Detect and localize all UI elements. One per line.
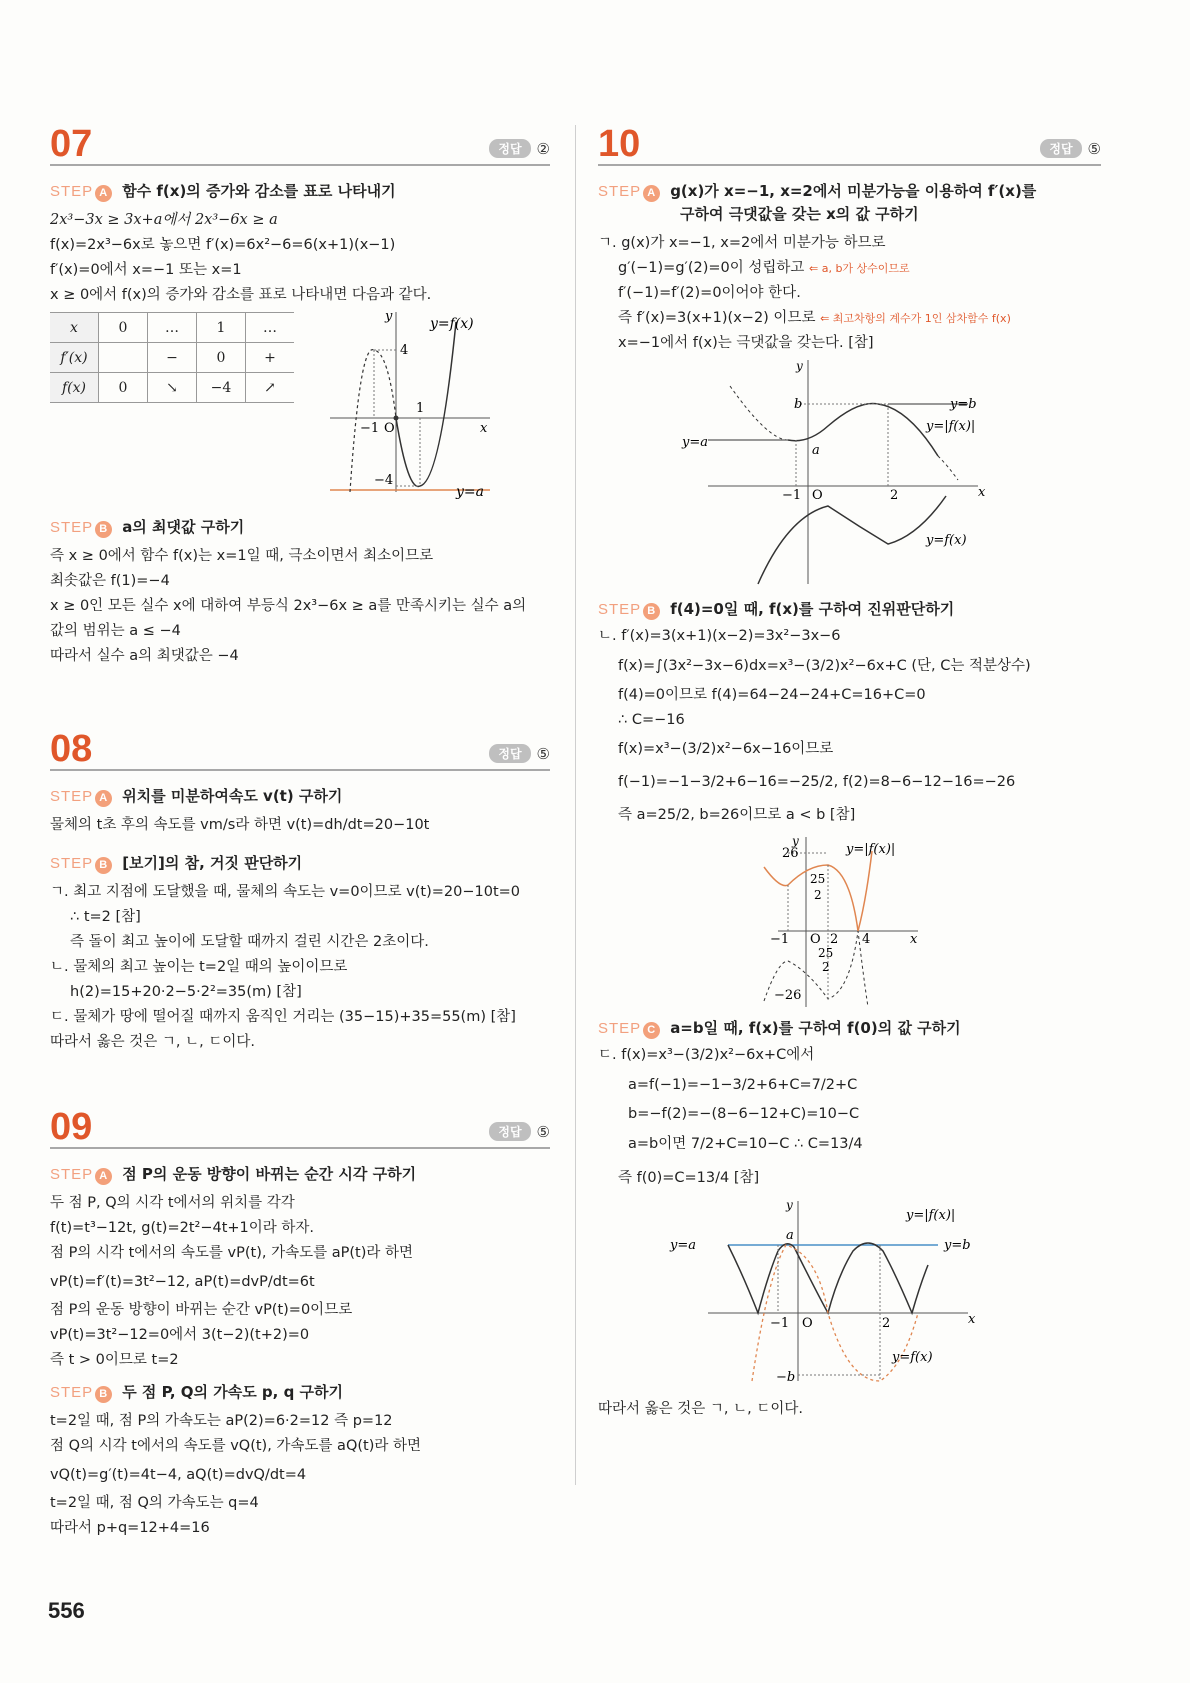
curve-label: y=f(x) [430,316,474,332]
step-label: STEP C [598,1020,660,1039]
tick-label: 4 [400,343,409,358]
step-title: 위치를 미분하여속도 v(t) 구하기 [122,787,343,805]
solution-line: 따라서 실수 a의 최댓값은 −4 [50,648,239,664]
tick-label: b [794,397,803,412]
origin-label: O [802,1316,813,1331]
step-title: f(4)=0일 때, f(x)를 구하여 진위판단하기 [670,600,955,618]
step-title: 점 P의 운동 방향이 바뀌는 순간 시각 구하기 [122,1165,417,1183]
answer-value: ⑤ [536,744,550,763]
problem-08-header [50,723,550,771]
table-cell: … [148,313,197,343]
solution-line: vP(t)=f′(t)=3t²−12, aP(t)=dvP/dt=6t [50,1274,315,1290]
tick-label: −1 [770,932,790,947]
axis-y-label: y [796,359,803,373]
solution-line: 즉 f(0)=C=13/4 [참] [618,1170,760,1186]
tick-label: −1 [770,1316,790,1331]
solution-line: ㄴ. 물체의 최고 높이는 t=2일 때의 높이이므로 [50,959,348,975]
tick-label: −1 [782,488,802,503]
line-label: y=a [670,1238,696,1253]
problem-10 [598,118,1101,1422]
step-b-heading [50,1381,550,1403]
solution-line: t=2일 때, 점 P의 가속도는 aP(2)=6·2=12 즉 p=12 [50,1413,393,1429]
step-title-cont: 구하여 극댓값을 갖는 x의 값 구하기 [680,205,919,223]
axis-x-label: x [480,421,488,436]
solution-line: 2x³−3x ≥ 3x+a에서 2x³−6x ≥ a [50,212,278,228]
solution-line: 점 P의 시각 t에서의 속도를 vP(t), 가속도를 aP(t)라 하면 [50,1245,413,1261]
axis-x-label: x [910,932,918,947]
solution-line: a=b이면 7/2+C=10−C ∴ C=13/4 [628,1136,863,1152]
curve-label: y=|f(x)| [906,1208,956,1223]
step-label: STEP A [50,788,112,807]
step-title: a의 최댓값 구하기 [122,518,245,536]
line-label: y=b [950,397,977,412]
table-cell: ↘ [148,373,197,403]
problem-07 [50,118,550,669]
solution-line: g′(−1)=g′(2)=0이 성립하고 ⇐ a, b가 상수이므로 [618,260,910,276]
axis-y-label: y [385,309,393,324]
line-label: y=a [456,484,484,500]
step-a-heading [598,180,1101,202]
solution-line: f(x)=x³−(3/2)x²−6x−16이므로 [618,741,834,757]
tick-label: 2 [814,888,822,902]
problem-09 [50,1101,550,1541]
graph-07 [330,302,550,502]
tick-label: −1 [360,421,380,436]
graph-10-c [668,1195,998,1385]
answer-tag: 정답 [489,744,530,763]
column-divider [575,125,576,1485]
step-title: a=b일 때, f(x)를 구하여 f(0)의 값 구하기 [670,1019,961,1037]
table-cell: − [148,343,197,373]
curve-label: y=|f(x)| [846,842,896,857]
tick-label: 2 [822,960,830,974]
final-answer-line: 따라서 옳은 것은 ㄱ, ㄴ, ㄷ이다. [598,1401,803,1417]
table-cell: + [246,343,295,373]
line-label: y=a [682,435,708,450]
solution-line: 즉 돌이 최고 높이에 도달할 때까지 걸린 시간은 2초이다. [70,934,429,950]
step-c-heading [598,1017,1101,1039]
tick-label: a [786,1228,794,1243]
step-title: g(x)가 x=−1, x=2에서 미분가능을 이용하여 f′(x)를 [670,182,1037,200]
solution-line: ㄱ. g(x)가 x=−1, x=2에서 미분가능 하므로 [598,235,886,251]
axis-y-label: y [786,1198,793,1212]
solution-line: ∴ C=−16 [618,712,685,728]
step-label: STEP B [598,601,660,620]
step-b-heading [50,852,550,874]
solution-line: ㄱ. 최고 지점에 도달했을 때, 물체의 속도는 v=0이므로 v(t)=20−10t=0 [50,884,521,900]
solution-line: ∴ t=2 [참] [70,909,141,925]
axis-y-label: y [792,834,799,848]
side-note: ⇐ a, b가 상수이므로 [809,262,910,275]
solution-line: 따라서 옳은 것은 ㄱ, ㄴ, ㄷ이다. [50,1034,255,1050]
step-a-heading [50,1163,550,1185]
answer-badge [489,744,550,763]
table-cell: … [246,313,295,343]
step-a-heading [50,180,550,202]
solution-line: f(t)=t³−12t, g(t)=2t²−4t+1이라 하자. [50,1220,315,1236]
solution-line: f′(x)=0에서 x=−1 또는 x=1 [50,262,242,278]
solution-line: 물체의 t초 후의 속도를 vm/s라 하면 v(t)=dh/dt=20−10t [50,817,430,833]
table-cell: f(x) [50,373,99,403]
answer-tag: 정답 [489,139,530,158]
tick-label: 2 [830,932,839,947]
axis-x-label: x [978,485,986,500]
solution-line: x=−1에서 f(x)는 극댓값을 갖는다. [참] [618,335,874,351]
solution-line: t=2일 때, 점 Q의 가속도는 q=4 [50,1495,259,1511]
solution-line: 즉 x ≥ 0에서 함수 f(x)는 x=1일 때, 극소이면서 최소이므로 [50,548,434,564]
solution-line: vP(t)=3t²−12=0에서 3(t−2)(t+2)=0 [50,1327,310,1343]
solution-line: f(x)=2x³−6x로 놓으면 f′(x)=6x²−6=6(x+1)(x−1) [50,237,396,253]
problem-number: 08 [50,728,93,770]
problem-09-header [50,1101,550,1149]
side-note: ⇐ 최고차항의 계수가 1인 삼차함수 f(x) [820,312,1011,325]
axis-x-label: x [968,1312,976,1327]
step-title: 함수 f(x)의 증가와 감소를 표로 나타내기 [122,182,396,200]
table-cell: 0 [99,373,148,403]
graph-10-b [758,831,958,1009]
solution-line: f′(−1)=f′(2)=0이어야 한다. [618,285,801,301]
table-cell: 1 [197,313,246,343]
table-cell: x [50,313,99,343]
step-b-heading [598,598,1101,620]
solution-line: 점 P의 운동 방향이 바뀌는 순간 vP(t)=0이므로 [50,1302,353,1318]
problem-07-header [50,118,550,166]
solution-line: f(4)=0이므로 f(4)=64−24−24+C=16+C=0 [618,687,926,703]
table-cell: 0 [99,313,148,343]
curve-label: y=|f(x)| [926,419,976,434]
solution-line: ㄴ. f′(x)=3(x+1)(x−2)=3x²−3x−6 [598,628,841,644]
step-title: 두 점 P, Q의 가속도 p, q 구하기 [122,1383,344,1401]
answer-value: ⑤ [536,1122,550,1141]
tick-label: −b [776,1370,796,1385]
answer-tag: 정답 [489,1122,530,1141]
solution-line: f(x)=∫(3x²−3x−6)dx=x³−(3/2)x²−6x+C (단, C는 적분상수) [618,658,1031,674]
solution-line: h(2)=15+20·2−5·2²=35(m) [참] [70,984,302,1000]
table-cell: ↗ [246,373,295,403]
tick-label: 4 [862,932,871,947]
step-label: STEP A [598,183,660,202]
step-label: STEP B [50,1384,112,1403]
tick-label: a [812,443,820,458]
solution-line: x ≥ 0에서 f(x)의 증가와 감소를 표로 나타내면 다음과 같다. [50,287,432,303]
step-label: STEP A [50,1166,112,1185]
solution-line: 최솟값은 f(1)=−4 [50,573,170,589]
solution-line: 즉 t > 0이므로 t=2 [50,1352,179,1368]
solution-line: ㄷ. 물체가 땅에 떨어질 때까지 움직인 거리는 (35−15)+35=55(m) [참] [50,1009,516,1025]
solution-line: 값의 범위는 a ≤ −4 [50,623,181,639]
solution-line: 점 Q의 시각 t에서의 속도를 vQ(t), 가속도를 aQ(t)라 하면 [50,1438,421,1454]
problem-number: 07 [50,123,93,165]
solution-line: 따라서 p+q=12+4=16 [50,1520,210,1536]
tick-label: 25 [818,946,834,960]
solution-line: a=f(−1)=−1−3/2+6+C=7/2+C [628,1077,858,1093]
step-b-heading [50,516,550,538]
increase-decrease-table [50,312,294,403]
solution-line: f(−1)=−1−3/2+6−16=−25/2, f(2)=8−6−12−16=−26 [618,774,1016,790]
step-label: STEP A [50,183,112,202]
solution-line: 즉 f′(x)=3(x+1)(x−2) 이므로 ⇐ 최고차항의 계수가 1인 삼차함수 f(x) [618,310,1011,326]
answer-value: ② [536,139,550,158]
step-title: [보기]의 참, 거짓 판단하기 [122,854,303,872]
origin-label: O [810,932,821,947]
table-cell: 0 [197,343,246,373]
solution-line: 두 점 P, Q의 시각 t에서의 위치를 각각 [50,1195,295,1211]
table-cell: f′(x) [50,343,99,373]
problem-10-header [598,118,1101,166]
solution-line: b=−f(2)=−(8−6−12+C)=10−C [628,1106,860,1122]
solution-line: 즉 a=25/2, b=26이므로 a < b [참] [618,807,856,823]
problem-number: 09 [50,1106,93,1148]
table-cell: −4 [197,373,246,403]
step-label: STEP B [50,855,112,874]
tick-label: −26 [774,988,802,1003]
curve-label: y=f(x) [926,533,967,548]
tick-label: −4 [374,473,394,488]
answer-badge [489,139,550,158]
answer-badge [1040,139,1101,158]
page-number: 556 [48,1598,85,1623]
solution-line: vQ(t)=g′(t)=4t−4, aQ(t)=dvQ/dt=4 [50,1467,307,1483]
line-label: y=b [944,1238,971,1253]
tick-label: 26 [782,846,799,861]
step-a-heading [50,785,550,807]
step-label: STEP B [50,519,112,538]
tick-label: 2 [882,1316,891,1331]
problem-08 [50,723,550,1055]
origin-label: O [812,488,823,503]
curve-label: y=f(x) [892,1350,933,1365]
answer-value: ⑤ [1087,139,1101,158]
answer-badge [489,1122,550,1141]
tick-label: 25 [810,872,826,886]
tick-label: 1 [416,401,425,416]
table-cell [99,343,148,373]
problem-number: 10 [598,123,641,165]
graph-10-a [678,356,998,588]
solution-line: x ≥ 0인 모든 실수 x에 대하여 부등식 2x³−6x ≥ a를 만족시키는 실수 a의 [50,598,527,614]
answer-tag: 정답 [1040,139,1081,158]
tick-label: 2 [890,488,899,503]
solution-line: ㄷ. f(x)=x³−(3/2)x²−6x+C에서 [598,1047,815,1063]
origin-label: O [384,421,395,436]
